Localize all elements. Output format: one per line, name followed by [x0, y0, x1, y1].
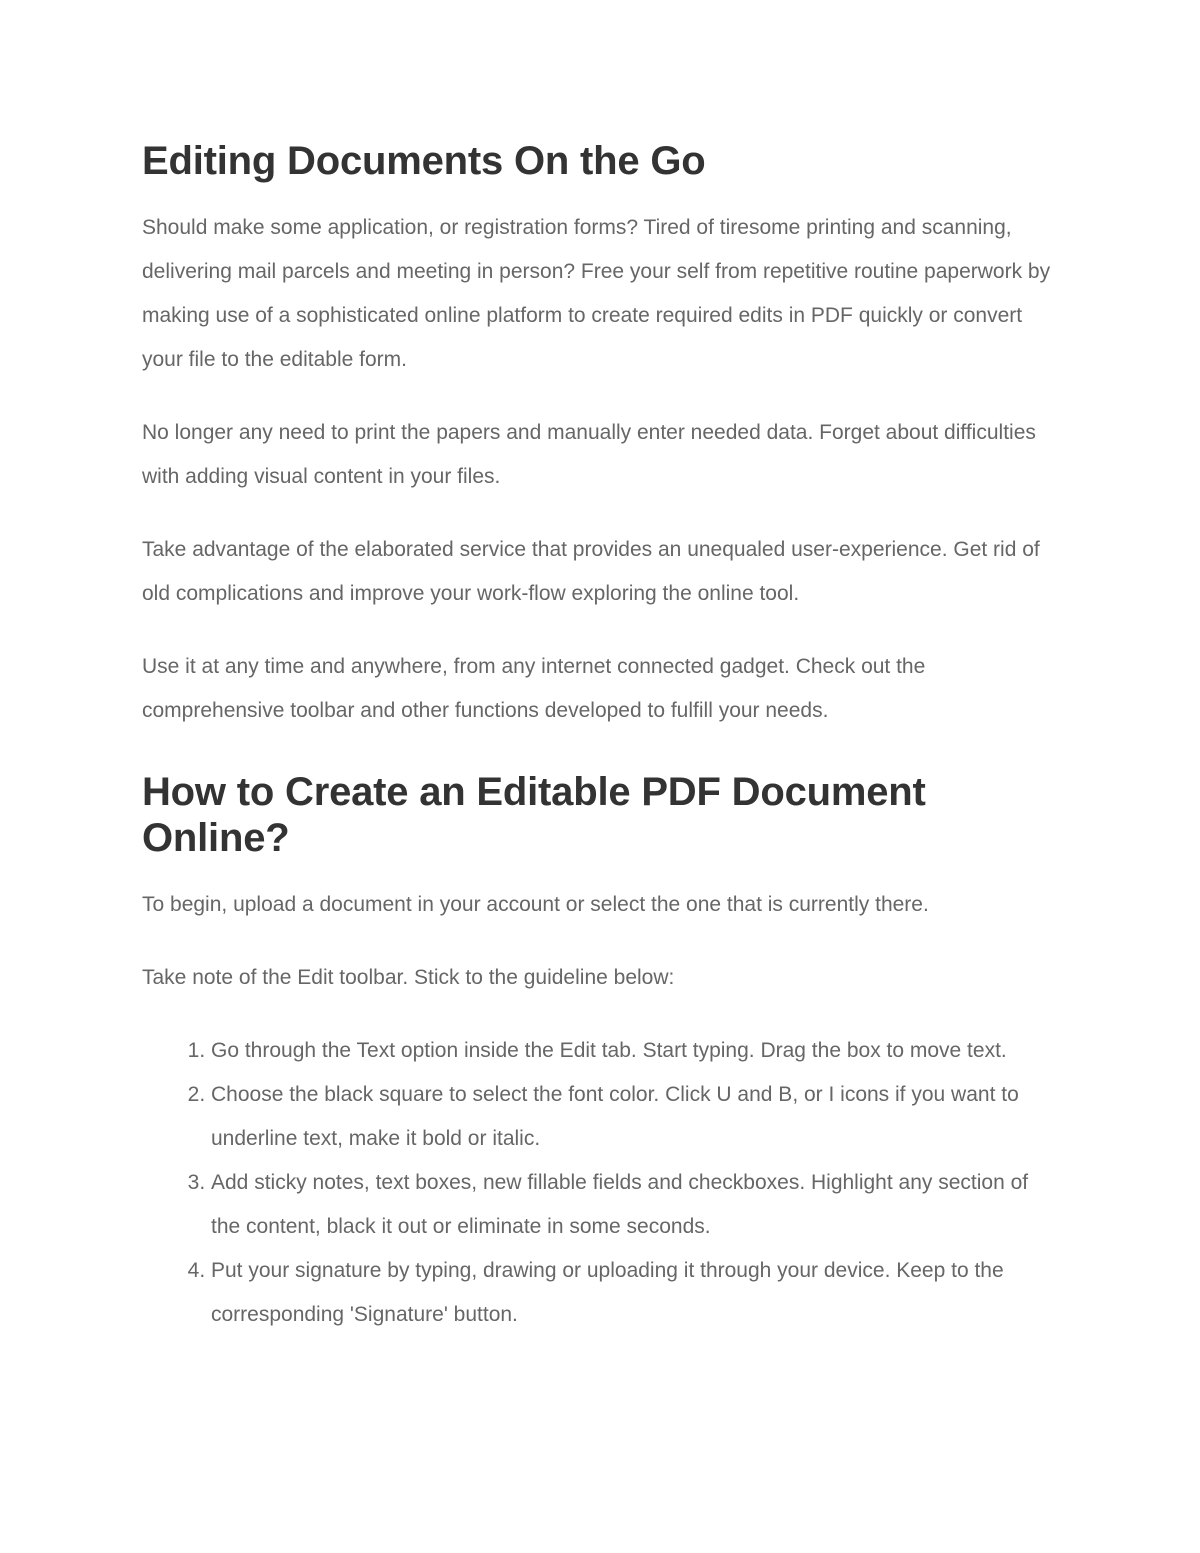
steps-list [142, 1029, 1062, 1337]
paragraph-intro: Should make some application, or registration forms? Tired of tiresome printing and scanning, delivering mail parcels and meeting in person? Free your self from repetitive routine paperwork by making use of a sophisticated online platform to create required edits in PDF quickly or convert your file to the editable form. [142, 216, 1051, 371]
list-item: 4. Put your signature by typing, drawing or uploading it through your device. Keep to the corresponding 'Signature' button. [211, 1249, 1062, 1337]
section-heading-editing: Editing Documents On the Go [142, 139, 706, 183]
paragraph-no-longer: No longer any need to print the papers and manually enter needed data. Forget about difficulties with adding visual content in your files. [142, 421, 1036, 488]
list-item: 2. Choose the black square to select the font color. Click U and B, or I icons if you want to underline text, make it bold or italic. [211, 1073, 1062, 1161]
paragraph-take-advantage: Take advantage of the elaborated service that provides an unequaled user-experience. Get rid of old complications and improve your work-flow exploring the online tool. [142, 538, 1040, 605]
document-page [142, 138, 1062, 1337]
list-item: 1. Go through the Text option inside the Edit tab. Start typing. Drag the box to move text. [211, 1029, 1062, 1073]
paragraph-to-begin: To begin, upload a document in your account or select the one that is currently there. [142, 893, 929, 916]
paragraph-take-note: Take note of the Edit toolbar. Stick to the guideline below: [142, 966, 675, 989]
section-heading-how-to: How to Create an Editable PDF Document Online? [142, 770, 926, 860]
paragraph-use-anywhere: Use it at any time and anywhere, from any internet connected gadget. Check out the comprehensive toolbar and other functions developed to fulfill your needs. [142, 655, 926, 722]
list-item: 3. Add sticky notes, text boxes, new fillable fields and checkboxes. Highlight any section of the content, black it out or eliminate in some seconds. [211, 1161, 1062, 1249]
